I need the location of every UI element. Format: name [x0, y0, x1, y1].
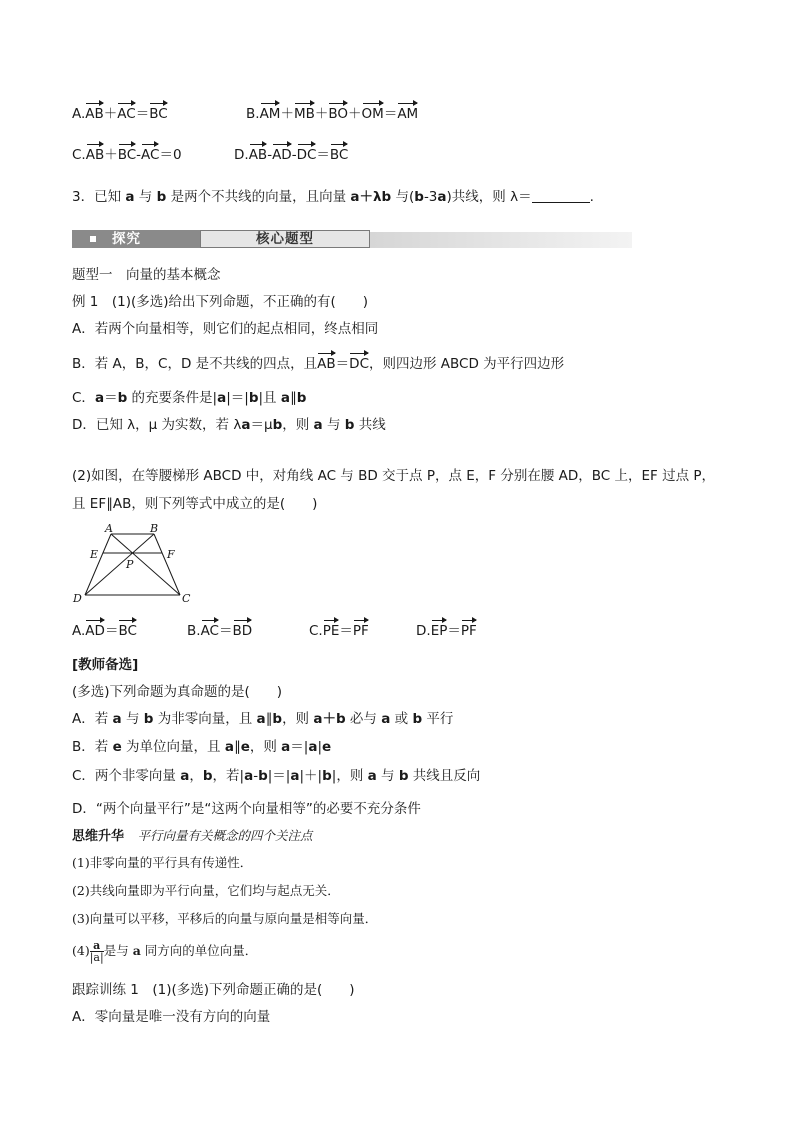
example-1-option-b: B．若 A，B，C，D 是不共线的四点，且AB＝DC，则四边形 ABCD 为平行四边形 — [72, 352, 564, 374]
diagonal-ac — [111, 534, 180, 595]
example-1-part2-line1: (2)如图，在等腰梯形 ABCD 中，对角线 AC 与 BD 交于点 P，点 E，F 分别在腰 AD，BC 上，EF 过点 P， — [72, 468, 716, 484]
example-1-stem: 例 1 (1)(多选)给出下列命题，不正确的有( ) — [72, 294, 369, 310]
label-f: F — [167, 548, 175, 561]
thinking-title: 思维升华 — [72, 829, 125, 844]
example-1-option-a: A．若两个向量相等，则它们的起点相同，终点相同 — [72, 321, 379, 337]
example-1-option-c: C．a＝b 的充要条件是|a|＝|b|且 a∥b — [72, 390, 307, 406]
thinking-point-2: (2)共线向量即为平行向量，它们均与起点无关． — [72, 883, 340, 898]
example-1-option-d: D．已知 λ，μ 为实数，若 λa＝μb，则 a 与 b 共线 — [72, 417, 386, 433]
option-2a: A.AB＋AC＝BC — [72, 102, 168, 124]
banner-left-label: 探究 — [112, 231, 141, 247]
trapezoid-figure — [70, 522, 200, 612]
follow-up-option-a: A．零向量是唯一没有方向的向量 — [72, 1009, 271, 1025]
diagonal-bd — [85, 534, 154, 595]
thinking-point-1: (1)非零向量的平行具有传递性． — [72, 855, 253, 870]
section-banner — [72, 230, 632, 248]
teacher-tag: [教师备选] — [72, 657, 139, 673]
edge-da — [85, 534, 111, 595]
label-c: C — [182, 592, 191, 605]
label-p: P — [126, 558, 134, 571]
thinking-point-4: (4) $\frac{a}{|a|}$ 是与 a 同方向的单位向量． — [72, 939, 258, 964]
answer-blank — [532, 188, 590, 203]
unit-vector-fraction: $\frac{a}{|a|}$ — [89, 939, 104, 964]
square-bullet-icon — [90, 236, 96, 242]
edge-bc — [154, 534, 180, 595]
teacher-option-a: A．若 a 与 b 为非零向量，且 a∥b，则 a＋b 必与 a 或 b 平行 — [72, 711, 454, 727]
question-3: 3．已知 a 与 b 是两个不共线的向量，且向量 a＋λb 与(b-3a)共线，则 λ＝ . — [72, 189, 594, 205]
teacher-option-c: C．两个非零向量 a，b，若|a-b|＝|a|＋|b|，则 a 与 b 共线且反向 — [72, 768, 481, 784]
thinking-header — [72, 826, 313, 847]
label-a: A — [105, 522, 113, 535]
teacher-option-d: D．“两个向量平行”是“这两个向量相等”的必要不充分条件 — [72, 801, 421, 817]
banner-tab — [200, 230, 370, 248]
banner-right-label: 核心题型 — [256, 231, 314, 247]
follow-up-stem: 跟踪训练 1 (1)(多选)下列命题正确的是( ) — [72, 982, 355, 998]
label-b: B — [150, 522, 159, 535]
part2-option-a: A.AD＝BC — [72, 619, 137, 641]
label-e: E — [90, 548, 99, 561]
thinking-point-3: (3)向量可以平移，平移后的向量与原向量是相等向量． — [72, 911, 378, 926]
teacher-option-b: B．若 e 为单位向量，且 a∥e，则 a＝|a|e — [72, 739, 332, 755]
teacher-stem: (多选)下列命题为真命题的是( ) — [72, 684, 283, 700]
option-2c: C.AB＋BC-AC＝0 — [72, 143, 182, 165]
option-2b: B.AM＋MB＋BO＋OM＝AM — [246, 102, 418, 124]
part2-option-b: B.AC＝BD — [187, 619, 252, 641]
part2-option-c: C.PE＝PF — [309, 619, 369, 641]
section-title: 题型一 向量的基本概念 — [72, 267, 221, 283]
example-1-part2-line2: 且 EF∥AB，则下列等式中成立的是( ) — [72, 496, 318, 512]
thinking-subtitle: 平行向量有关概念的四个关注点 — [137, 828, 313, 843]
part2-option-d: D.EP＝PF — [416, 619, 477, 641]
label-d: D — [73, 592, 82, 605]
option-2d: D.AB-AD-DC＝BC — [234, 143, 348, 165]
